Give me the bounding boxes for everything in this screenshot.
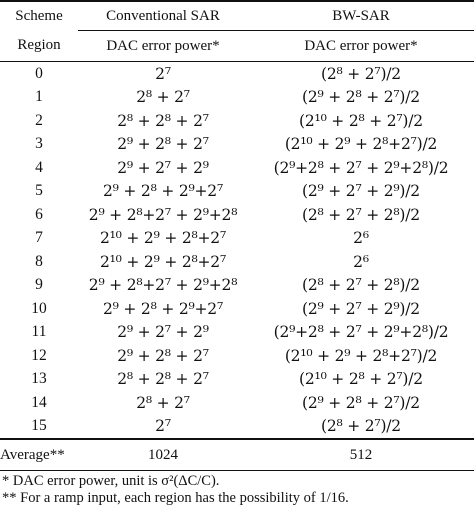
table-row [0, 297, 474, 321]
bw-sar-header: BW-SAR [248, 1, 474, 31]
header-row-scheme [0, 1, 474, 31]
table-row [0, 156, 474, 180]
conventional-metric-header: DAC error power* [78, 31, 248, 62]
average-bw: 512 [248, 439, 474, 471]
table-row [0, 109, 474, 133]
bw-error-cell: (2⁹ + 2⁸ + 2⁷)/2 [302, 88, 420, 107]
table-footnotes [0, 471, 474, 507]
region-cell: 12 [31, 346, 47, 364]
conventional-error-cell: 2⁸ + 2⁷ [136, 393, 190, 412]
region-cell: 2 [35, 111, 43, 129]
conventional-error-cell: 2¹⁰ + 2⁹ + 2⁸+2⁷ [100, 252, 226, 271]
bw-error-cell: 2⁶ [353, 252, 369, 271]
conventional-error-cell: 2⁹ + 2⁸ + 2⁷ [117, 346, 209, 365]
bw-error-cell: (2⁸ + 2⁷)/2 [321, 417, 401, 436]
table-row [0, 86, 474, 110]
table-row [0, 62, 474, 86]
scheme-header: Scheme [0, 1, 78, 31]
conventional-error-cell: 2⁸ + 2⁸ + 2⁷ [117, 370, 209, 389]
table-row [0, 391, 474, 415]
bw-error-cell: (2⁸ + 2⁷ + 2⁸)/2 [302, 205, 420, 224]
footnote-2: ** For a ramp input, each region has the possibility of 1/16. [2, 490, 349, 506]
table-row [0, 180, 474, 204]
region-header: Region [0, 31, 78, 62]
conventional-error-cell: 2⁸ + 2⁸ + 2⁷ [117, 111, 209, 130]
bw-error-cell: (2¹⁰ + 2⁸ + 2⁷)/2 [299, 111, 423, 130]
conventional-error-cell: 2⁹ + 2⁷ + 2⁹ [117, 323, 209, 342]
table-row [0, 415, 474, 440]
table-row [0, 368, 474, 392]
conventional-error-cell: 2⁹ + 2⁸+2⁷ + 2⁹+2⁸ [88, 205, 238, 224]
region-cell: 7 [35, 229, 43, 247]
region-cell: 3 [35, 135, 43, 153]
table-row [0, 321, 474, 345]
region-cell: 11 [31, 323, 47, 341]
table-row [0, 344, 474, 368]
bw-error-cell: (2¹⁰ + 2⁹ + 2⁸+2⁷)/2 [284, 135, 438, 154]
region-cell: 13 [31, 370, 47, 388]
table-row [0, 203, 474, 227]
region-cell: 15 [31, 417, 47, 435]
conventional-sar-header: Conventional SAR [78, 1, 248, 31]
table-row [0, 227, 474, 251]
conventional-error-cell: 2⁷ [155, 417, 171, 436]
footnote-1: * DAC error power, unit is σ²(ΔC/C). [2, 473, 220, 489]
region-cell: 5 [35, 182, 43, 200]
bw-metric-header: DAC error power* [248, 31, 474, 62]
average-row [0, 439, 474, 471]
conventional-error-cell: 2⁷ [155, 64, 171, 83]
conventional-error-cell: 2⁹ + 2⁷ + 2⁹ [117, 158, 209, 177]
conventional-error-cell: 2¹⁰ + 2⁹ + 2⁸+2⁷ [100, 229, 226, 248]
region-cell: 4 [35, 158, 43, 176]
bw-error-cell: (2⁹ + 2⁸ + 2⁷)/2 [302, 393, 420, 412]
bw-error-cell: (2⁸ + 2⁷)/2 [321, 64, 401, 83]
region-cell: 14 [31, 393, 47, 411]
conventional-error-cell: 2⁹ + 2⁸ + 2⁹+2⁷ [103, 182, 223, 201]
header-row-region [0, 31, 474, 62]
region-cell: 1 [35, 88, 43, 106]
table-row [0, 250, 474, 274]
bw-error-cell: (2⁹ + 2⁷ + 2⁹)/2 [302, 299, 420, 318]
bw-error-cell: 2⁶ [353, 229, 369, 248]
bw-error-cell: (2⁹+2⁸ + 2⁷ + 2⁹+2⁸)/2 [273, 158, 449, 177]
region-cell: 8 [35, 252, 43, 270]
region-cell: 9 [35, 276, 43, 294]
average-conventional: 1024 [78, 439, 248, 471]
bw-error-cell: (2⁹+2⁸ + 2⁷ + 2⁹+2⁸)/2 [273, 323, 449, 342]
bw-error-cell: (2¹⁰ + 2⁹ + 2⁸+2⁷)/2 [284, 346, 438, 365]
conventional-error-cell: 2⁸ + 2⁷ [136, 88, 190, 107]
region-cell: 0 [35, 64, 43, 82]
bw-error-cell: (2¹⁰ + 2⁸ + 2⁷)/2 [299, 370, 423, 389]
bw-error-cell: (2⁸ + 2⁷ + 2⁸)/2 [302, 276, 420, 295]
table-row [0, 274, 474, 298]
conventional-error-cell: 2⁹ + 2⁸+2⁷ + 2⁹+2⁸ [88, 276, 238, 295]
average-label: Average** [0, 439, 78, 471]
bw-error-cell: (2⁹ + 2⁷ + 2⁹)/2 [302, 182, 420, 201]
conventional-error-cell: 2⁹ + 2⁸ + 2⁹+2⁷ [103, 299, 223, 318]
region-cell: 10 [31, 299, 47, 317]
region-cell: 6 [35, 205, 43, 223]
table-row [0, 133, 474, 157]
conventional-error-cell: 2⁹ + 2⁸ + 2⁷ [117, 135, 209, 154]
